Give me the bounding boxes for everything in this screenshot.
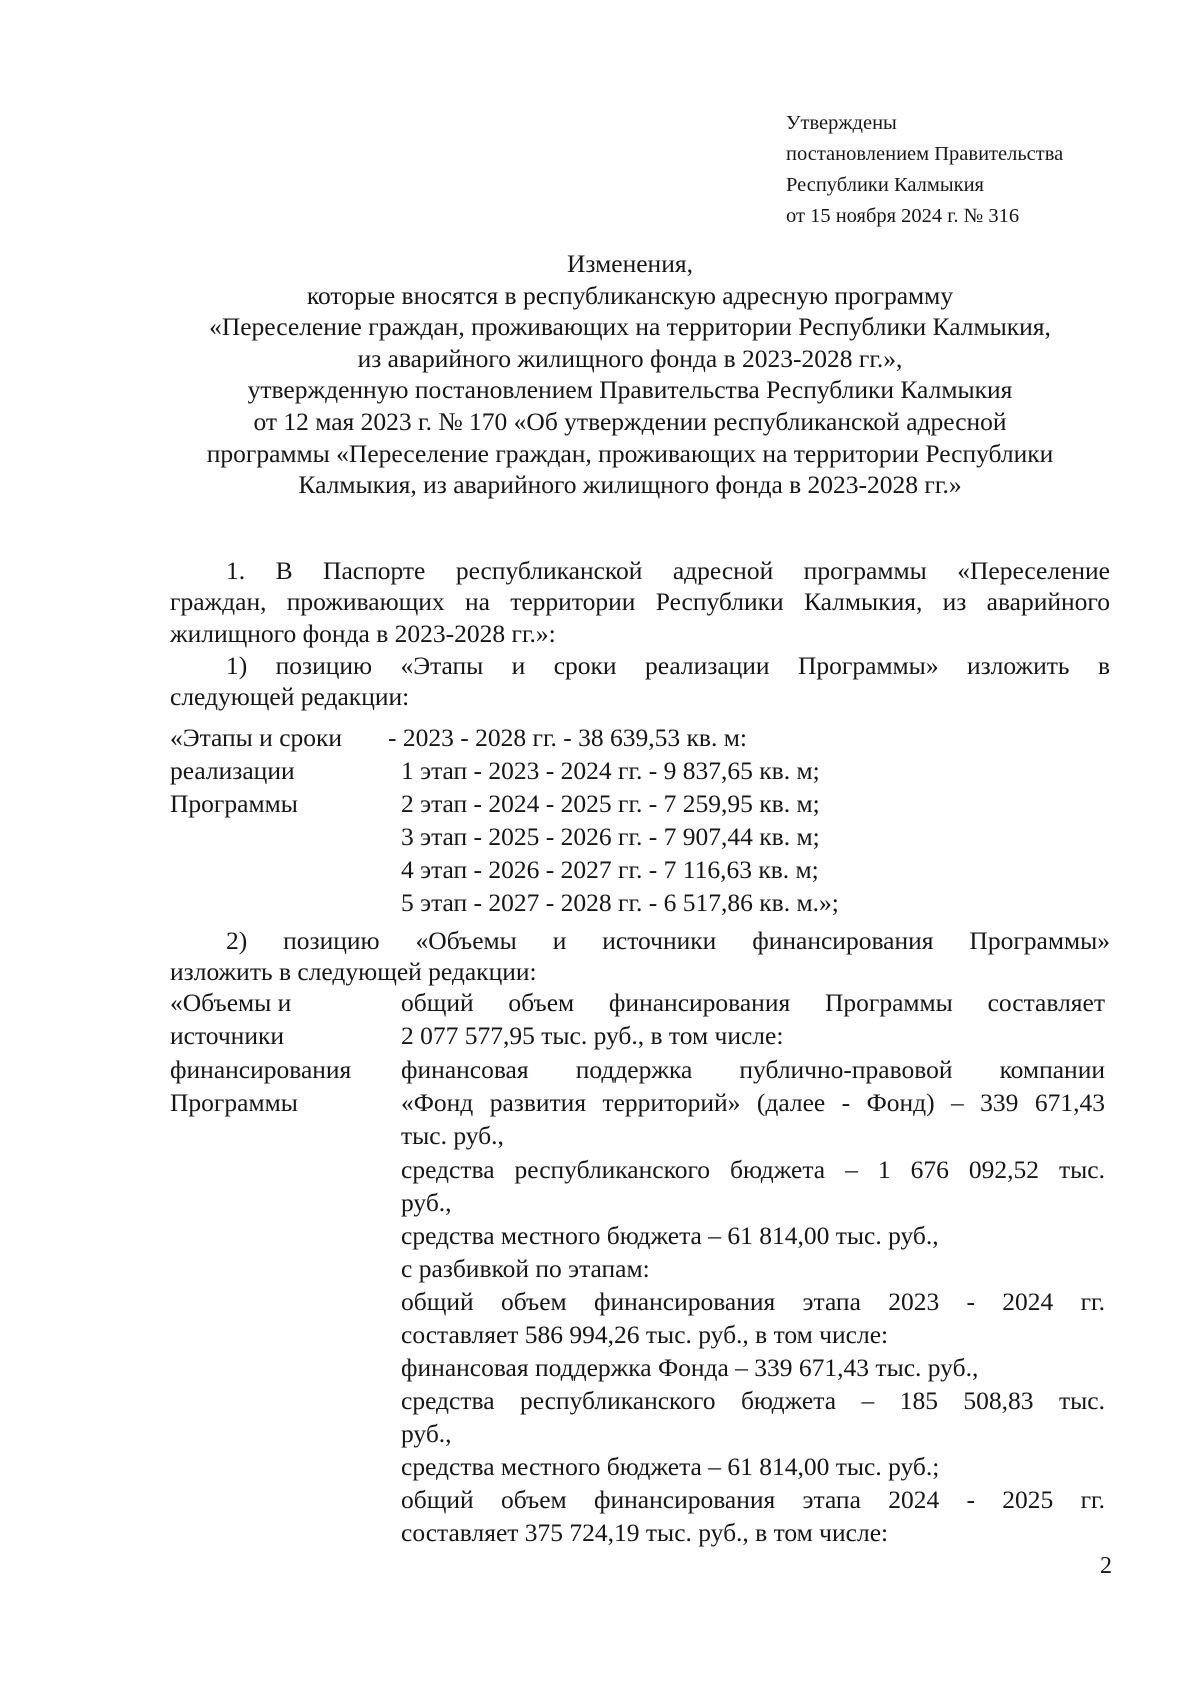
finance-value-line: составляет 586 994,26 тыс. руб., в том числе: [401,1320,889,1349]
finance-value-line: 2 077 577,95 тыс. руб., в том числе: [401,1021,784,1050]
stages-label-line: Программы [170,789,298,818]
title-line: программы «Переселение граждан, проживающих на территории Республики [206,438,1054,468]
finance-value-line: общий объем финансирования этапа 2024 - 2025 гг. [401,1485,1105,1514]
stages-value-line: 5 этап - 2027 - 2028 гг. - 6 517,86 кв. м.»; [401,888,839,917]
paragraph-line: жилищного фонда в 2023-2028 гг.»: [170,618,556,648]
paragraph-line: 1) позицию «Этапы и сроки реализации Программы» изложить в [226,651,1110,680]
document-title [150,248,1110,501]
stages-value-line: - 2023 - 2028 гг. - 38 639,53 кв. м: [388,723,747,752]
approval-line: от 15 ноября 2024 г. № 316 [786,205,1020,227]
title-line: «Переселение граждан, проживающих на территории Республики Калмыкия, [209,312,1051,342]
finance-value-line: общий объем финансирования этапа 2023 - 2024 гг. [401,1287,1105,1316]
title-line: утвержденную постановлением Правительства Республики Калмыкия [247,375,1013,405]
stages-value-line: 2 этап - 2024 - 2025 гг. - 7 259,95 кв. м; [401,789,820,818]
finance-value-line: с разбивкой по этапам: [401,1254,650,1283]
title-line: из аварийного жилищного фонда в 2023-2028 гг.», [357,343,903,373]
stages-value-line: 4 этап - 2026 - 2027 гг. - 7 116,63 кв. м; [401,855,819,884]
subitem-2-paragraph [170,925,1110,988]
approval-line: Республики Калмыкия [786,174,984,196]
title-line: которые вносятся в республиканскую адресную программу [306,280,954,310]
finance-value-line: руб., [401,1188,452,1217]
page-number: 2 [1100,1553,1112,1579]
paragraph-line: 1. В Паспорте республиканской адресной программы «Переселение [226,556,1110,585]
finance-value-line: средства местного бюджета – 61 814,00 тыс. руб., [401,1221,939,1250]
finance-value-line: руб., [401,1419,452,1448]
stages-label-line: реализации [170,756,295,785]
stages-value-line: 3 этап - 2025 - 2026 гг. - 7 907,44 кв. м; [401,822,820,851]
subitem-1-paragraph [170,650,1110,713]
finance-label-line: Программы [170,1088,298,1117]
finance-value-line: средства местного бюджета – 61 814,00 тыс. руб.; [401,1452,940,1481]
finance-value-line: финансовая поддержка публично-правовой компании [401,1055,1105,1084]
item-1-paragraph [170,555,1110,649]
paragraph-line: следующей редакции: [170,682,410,712]
finance-value-line: «Фонд развития территорий» (далее - Фонд) – 339 671,43 [401,1088,1105,1117]
approval-line: постановлением Правительства [786,143,1064,165]
stages-value-line: 1 этап - 2023 - 2024 гг. - 9 837,65 кв. м; [401,756,820,785]
title-line: от 12 мая 2023 г. № 170 «Об утверждении республиканской адресной [253,406,1007,436]
paragraph-line: 2) позицию «Объемы и источники финансирования Программы» [226,926,1110,955]
finance-label-line: финансирования [170,1055,352,1084]
finance-value-line: тыс. руб., [401,1121,504,1150]
stages-label-line: «Этапы и сроки [170,723,343,752]
finance-value-line: общий объем финансирования Программы составляет [401,988,1105,1017]
finance-value-line: составляет 375 724,19 тыс. руб., в том числе: [401,1518,889,1547]
title-line: Изменения, [567,249,693,278]
paragraph-line: граждан, проживающих на территории Республики Калмыкия, из аварийного [170,587,1110,617]
finance-value-line: финансовая поддержка Фонда – 339 671,43 тыс. руб., [401,1353,979,1382]
title-line: Калмыкия, из аварийного жилищного фонда в 2023-2028 гг.» [298,470,962,500]
approval-stamp [786,108,1063,232]
finance-label-line: источники [170,1021,285,1050]
paragraph-line: изложить в следующей редакции: [170,957,537,987]
finance-label-line: «Объемы и [170,988,292,1017]
finance-value-line: средства республиканского бюджета – 185 508,83 тыс. [401,1386,1105,1415]
approval-line: Утверждены [786,112,897,134]
finance-value-line: средства республиканского бюджета – 1 676 092,52 тыс. [401,1155,1105,1184]
